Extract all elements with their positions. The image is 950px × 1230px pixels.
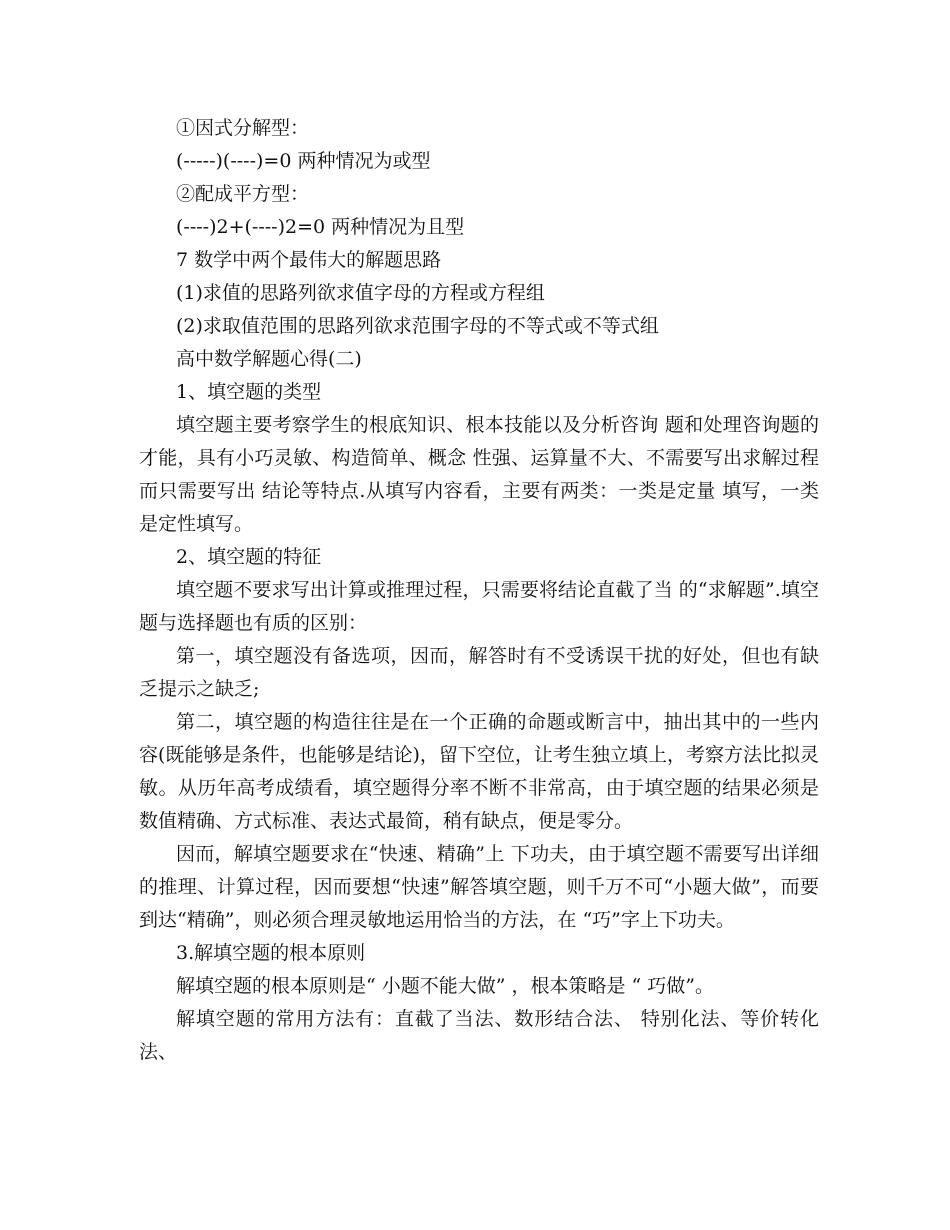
text-line: ①因式分解型： xyxy=(176,117,310,139)
section-heading: 7 数学中两个最伟大的解题思路 xyxy=(176,249,442,271)
paragraph: 解填空题的常用方法有：直截了当法、数形结合法、 特别化法、等价转化法、 xyxy=(139,1008,819,1063)
text-line: (2)求取值范围的思路列欲求范围字母的不等式或不等式组 xyxy=(176,315,659,337)
section-heading: 3.解填空题的根本原则 xyxy=(176,942,366,964)
section-heading: 1、填空题的类型 xyxy=(176,381,322,403)
paragraph: 解填空题的根本原则是“ 小题不能大做” ，根本策略是 “ 巧做”。 xyxy=(176,975,715,997)
paragraph: 第一，填空题没有备选项，因而，解答时有不受诱误干扰的好处，但也有缺乏提示之缺乏; xyxy=(139,645,819,700)
paragraph: 第二，填空题的构造往往是在一个正确的命题或断言中，抽出其中的一些内容(既能够是条件，也能够是结论)，留下空位，让考生独立填上，考察方法比拟灵敏。从历年高考成绩看，填空题得分率不断不非常高，由于填空题的结果必须是数值精确、方式标准、表达式最简，稍有缺点，便是零分。 xyxy=(139,711,819,832)
text-line: (----)2+(----)2=0 两种情况为且型 xyxy=(176,216,465,238)
text-line: ②配成平方型： xyxy=(176,183,310,205)
text-line: (1)求值的思路列欲求值字母的方程或方程组 xyxy=(176,282,545,304)
section-title: 高中数学解题心得(二) xyxy=(176,348,362,370)
paragraph: 填空题主要考察学生的根底知识、根本技能以及分析咨询 题和处理咨询题的才能，具有小巧灵敏、构造简单、概念 性强、运算量不大、不需要写出求解过程而只需要写出 结论等特点.从填写内容看，主要有两类：一类是定量 填写，一类是定性填写。 xyxy=(139,414,819,535)
document-body xyxy=(139,112,819,1069)
paragraph: 填空题不要求写出计算或推理过程，只需要将结论直截了当 的“求解题”.填空题与选择题也有质的区别： xyxy=(139,579,819,634)
text-line: (-----)(----)=0 两种情况为或型 xyxy=(176,150,431,172)
section-heading: 2、填空题的特征 xyxy=(176,546,322,568)
paragraph: 因而，解填空题要求在“快速、精确”上 下功夫，由于填空题不需要写出详细的推理、计算过程，因而要想“快速”解答填空题，则千万不可“小题大做”，而要到达“精确”，则必须合理灵敏地运用恰当的方法，在 “巧”字上下功夫。 xyxy=(139,843,819,931)
